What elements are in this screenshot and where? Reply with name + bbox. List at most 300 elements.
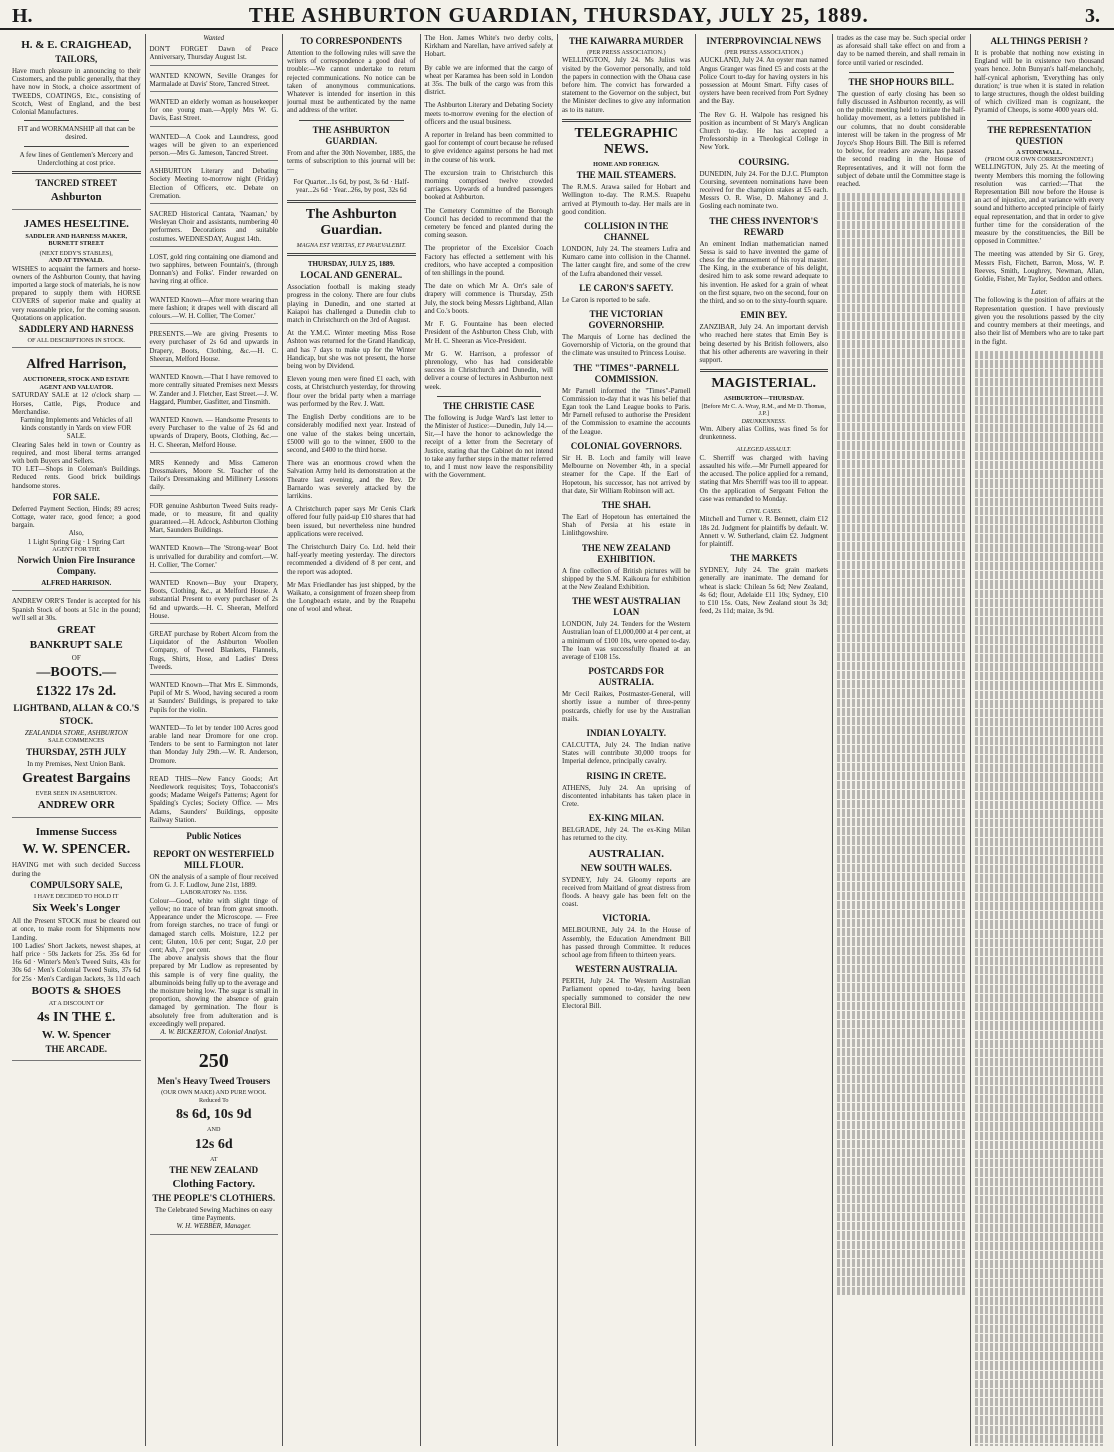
story-heading: DRUNKENNESS. — [741, 417, 787, 425]
column-4 — [421, 34, 559, 1446]
text-line — [975, 1058, 1105, 1066]
text-line — [975, 874, 1105, 882]
text-line — [975, 930, 1105, 938]
text-line — [975, 599, 1105, 607]
text-line — [837, 910, 966, 918]
article-text: Mr Cecil Raikes, Postmaster-General, will shortly issue a number of three-penny postcards, chiefly for use by the Australian mails. — [562, 690, 691, 723]
text-line — [975, 433, 1105, 441]
article-text: Mr Parnell informed the "Times"-Parnell Commission to-day that it was his belief that Egan took the Land League books to Paris. Mr Parnell refused to authorise the President of the Commission to examine the accounts of the League. — [562, 386, 691, 436]
column-3 — [283, 34, 421, 1446]
news-paragraph: Association football is making steady progress in the colony. There are four clubs playing in Dunedin, and one started at Kaiapoi has challenged a Dunedin club to match in Christchurch on the 3rd of August. — [287, 283, 416, 325]
column-8 — [971, 34, 1109, 1446]
text-line — [837, 956, 966, 964]
text-line — [975, 369, 1105, 377]
text-line — [837, 1121, 966, 1129]
text-line — [837, 818, 966, 826]
text-line — [837, 689, 966, 697]
text-line — [975, 893, 1105, 901]
text-line — [837, 285, 966, 293]
news-paragraph: Mr G. W. Harrison, a professor of phrenology, who has had considerable success in Christchurch and Dunedin, will deliver a course of lectures in Ashburton next week. — [424, 349, 553, 391]
article-text: [Before Mr C. A. Wray, R.M., and Mr D. Thomas, J.P.] — [701, 402, 826, 418]
text-line — [837, 800, 966, 808]
news-items — [287, 283, 416, 613]
text-line — [975, 672, 1105, 680]
story-heading: THE MARKETS — [730, 553, 798, 564]
wanted-ad: MRS Kennedy and Miss Cameron Dressmakers, Moore St. Teacher of the Tailor's Dressmaking and Millinery Lessons daily. — [150, 456, 279, 496]
section-heading: TELEGRAPHIC NEWS. — [574, 125, 678, 157]
article-text: AUCKLAND, July 24. An oyster man named Angus Granger was fined £5 and costs at the Police Court to-day for having oysters in his possession at Mount Smart. Fifty cases of oysters have been received from Port Sydney and the Bay. — [699, 56, 828, 106]
text-line — [837, 1241, 966, 1249]
article-text: ATHENS, July 24. An uprising of discontented inhabitants has taken place in Crete. — [562, 783, 691, 808]
story-heading: THE MAIL STEAMERS. — [576, 170, 676, 181]
text-line — [837, 634, 966, 642]
text-line — [837, 1094, 966, 1102]
text-line — [837, 359, 966, 367]
ad-text: Deferred Payment Section, Hinds; 89 acres; Cottage, water race, good fence; a good bargain. — [12, 504, 141, 530]
text-line — [975, 1196, 1105, 1204]
ad-text: (NEXT EDDY'S STABLES), — [39, 249, 113, 257]
text-line — [837, 460, 966, 468]
ad-text: FIT and WORKMANSHIP all that can be desired. — [17, 125, 135, 142]
story-heading: THE "TIMES"-PARNELL COMMISSION. — [573, 362, 680, 384]
news-paragraph: The English Derby conditions are to be considerably modified next year. Instead of one value of the stakes being uncertain, £5000 will go to the winner, £600 to the second, and £400 to the third horse. — [287, 413, 416, 454]
text-line — [837, 1057, 966, 1065]
text-line — [975, 718, 1105, 726]
article-text: Wm. Albery alias Collins, was fined 5s for drunkenness. — [699, 424, 828, 442]
ad-name: W. W. SPENCER. — [22, 842, 131, 858]
text-line — [975, 1279, 1105, 1287]
article-text: The question of early closing has been so fully discussed in Ashburton recently, as will on the public meeting held to initiate the half-holiday movement, as a letters published in our columns, that no doubt considerable interest will be taken in the progress of Mr Joyce's Shop Hours Bill. The Bill is referred to below, for readers are aware, has passed the second reading in the House of Representatives, and it will not form the subject of debate until the Committee stage is reached. — [837, 89, 966, 189]
ad-heading: Men's Heavy Tweed Trousers — [157, 1076, 271, 1087]
ad-text: ALFRED HARRISON. — [41, 579, 112, 588]
text-line — [837, 873, 966, 881]
text-line — [837, 919, 966, 927]
news-paragraph: Mr F. G. Fountaine has been elected President of the Ashburton Chess Club, with Mr H. C. Sheeran as Vice-President. — [424, 320, 553, 345]
text-line — [975, 985, 1105, 993]
ad-text: EVER SEEN IN ASHBURTON. — [35, 789, 117, 797]
article-text: LONDON, July 24. Tenders for the Western Australian loan of £1,000,000 at 4 per cent, at a minimum of £100 10s, were opened to-day. The loan was successfully floated at an average of £108 15s. — [562, 620, 691, 661]
text-line — [975, 737, 1105, 745]
text-line — [837, 1020, 966, 1028]
text-line — [975, 957, 1105, 965]
text-line — [837, 1259, 966, 1267]
text-line — [975, 1242, 1105, 1250]
text-line — [837, 414, 966, 422]
ad-text: The above analysis shows that the flour prepared by Mr Ludlow as represented by this sample is of very fine quality, the albuminoids being fully up to the average and the moisture being low. The sugar is small in proportion, showing the absence of grain damaged by germination. The flour is absolutely free from adulteration and is exceedingly well prepared. — [149, 954, 278, 1028]
section-subheading: HOME AND FOREIGN. — [593, 160, 660, 168]
divider — [299, 120, 404, 121]
article-text: The Marquis of Lorne has declined the Governorship of Victoria, on the ground that the climate was unsuited to Princess Louise. — [562, 333, 691, 358]
divider — [700, 369, 829, 372]
wanted-ad: WANTED—A Cook and Laundress, good wages will be given to an experienced person.—Mrs G. Jameson, Tancred Street. — [150, 130, 279, 162]
text-line — [975, 415, 1105, 423]
column-6 — [696, 34, 834, 1446]
text-line — [837, 1130, 966, 1138]
text-line — [975, 884, 1105, 892]
text-line — [837, 1048, 966, 1056]
text-line — [975, 1122, 1105, 1130]
text-line — [837, 625, 966, 633]
section-heading: Public Notices — [186, 831, 242, 842]
text-line — [837, 1029, 966, 1037]
text-line — [975, 663, 1105, 671]
ad-heading: REPORT ON WESTERFIELD MILL FLOUR. — [153, 849, 275, 871]
text-line — [975, 645, 1105, 653]
text-line — [975, 1095, 1105, 1103]
news-paragraph: The Christchurch Dairy Co. Ltd. held their half-yearly meeting yesterday. The directors recommended a dividend of 8 per cent, and the report was adopted. — [287, 542, 416, 576]
ad-flour-report — [150, 844, 279, 1040]
text-line — [975, 654, 1105, 662]
ad-text: Also, — [68, 529, 84, 538]
story-heading: VICTORIA. — [602, 913, 651, 924]
text-line — [837, 1011, 966, 1019]
paper-date: THURSDAY, JULY 25, 1889. — [307, 260, 395, 269]
text-line — [975, 636, 1105, 644]
text-line — [975, 1233, 1105, 1241]
story-heading: EX-KING MILAN. — [588, 813, 664, 824]
divider — [437, 396, 542, 397]
ad-harrison — [12, 351, 141, 591]
text-line — [975, 516, 1105, 524]
story-heading: CIVIL CASES. — [745, 507, 782, 515]
text-line — [975, 580, 1105, 588]
ad-text: AND AT TINWALD. — [48, 257, 104, 265]
text-line — [837, 552, 966, 560]
story-heading: THE VICTORIAN GOVERNORSHIP. — [588, 309, 664, 331]
paper-motto: MAGNA EST VERITAS, ET PRAEVALEBIT. — [296, 241, 406, 249]
ad-trade: SADDLER AND HARNESS MAKER, BURNETT STREET — [25, 233, 128, 248]
masthead — [0, 0, 1114, 30]
ad-trade: TAILORS, — [55, 54, 98, 64]
text-filler — [975, 351, 1105, 1446]
text-line — [837, 1176, 966, 1184]
story-heading: WESTERN AUSTRALIA. — [575, 964, 678, 975]
text-line — [975, 1380, 1105, 1388]
ad-text: 1 Light Spring Gig · 1 Spring Cart — [27, 537, 125, 546]
text-line — [975, 479, 1105, 487]
text-line — [975, 571, 1105, 579]
ad-text: (OUR OWN MAKE) AND PURE WOOL — [161, 1089, 267, 1097]
article-text: DUNEDIN, July 24. For the D.J.C. Plumpton Coursing, seventeen nominations have been received for the champion stakes at £5 each. Messrs O. R. Wise, D. Mahoney and J. Gosling each nominate two. — [699, 169, 828, 211]
ad-text: SALE COMMENCES — [48, 737, 105, 745]
article-text: The R.M.S. Arawa sailed for Hobart and Wellington to-day. The R.M.S. Ruapehu arrived at Plymouth to-day. Her mails are in good condition. — [562, 183, 691, 216]
text-line — [837, 496, 966, 504]
section-heading: MAGISTERIAL. — [711, 376, 817, 392]
text-line — [837, 506, 966, 514]
text-line — [837, 405, 966, 413]
text-line — [837, 937, 966, 945]
article-text: The Earl of Hopetoun has entertained the Shah of Persia at his estate in Linlithgowshire. — [562, 512, 691, 538]
text-line — [837, 1186, 966, 1194]
text-line — [837, 561, 966, 569]
byline: (FROM OUR OWN CORRESPONDENT.) — [985, 156, 1094, 164]
masthead-title: THE ASHBURTON GUARDIAN, THURSDAY, JULY 25, 1889. — [248, 3, 869, 27]
text-line — [975, 966, 1105, 974]
news-paragraph: A reporter in Ireland has been committed to gaol for contempt of court because he refused to give evidence against persons he had met in the course of his work. — [424, 131, 553, 164]
text-line — [975, 773, 1105, 781]
ad-text: ZEALANDIA STORE, ASHBURTON — [24, 729, 128, 738]
text-line — [975, 562, 1105, 570]
article-text: Mitchell and Turner v. R. Bennett, claim £12 18s 2d. Judgment for plaintiffs by default. W. Annett v. W. Sutherland, claim £2. Judgment for plaintiff. — [699, 515, 828, 548]
text-line — [975, 1297, 1105, 1305]
text-line — [975, 406, 1105, 414]
text-line — [837, 772, 966, 780]
text-line — [975, 828, 1105, 836]
article-text: From and after the 30th November, 1885, the terms of subscription to this journal will be:— — [287, 148, 416, 174]
text-line — [837, 267, 966, 275]
ad-name: ANDREW ORR — [37, 799, 115, 812]
story-heading: INDIAN LOYALTY. — [586, 727, 667, 738]
text-line — [975, 1361, 1105, 1369]
text-line — [837, 662, 966, 670]
news-paragraph: At the Y.M.C. Winter meeting Miss Rose Ashton was returned for the Grand Handicap, and has 7 days to make up for the Winter Handicap, but she was not present, the horse being won by Dividend. — [287, 329, 416, 371]
wanted-ad: READ THIS—New Fancy Goods; Art Needlework requisites; Toys, Tobacconist's goods; Madame Weigel's Patterns; Agent for Spalding's Cycles; Society Office. — Mrs Adams, Saunders' Buildings, opposite Railway Station. — [150, 772, 279, 828]
article-text: The Rev G. H. Walpole has resigned his position as incumbent of St Mary's Anglican Church to-day. He has accepted a Professorship in a Theological College in New York. — [699, 110, 828, 152]
article-text: C. Sherriff was charged with having assaulted his wife.—Mr Purnell appeared for the accused. The police applied for a remand, stating that Mrs Sherriff was too ill to appear. On the application of Sergeant Felton the case was remanded to Monday. — [699, 453, 828, 503]
ad-text: OF ALL DESCRIPTIONS IN STOCK. — [27, 337, 125, 345]
ad-price: 12s 6d — [194, 1136, 233, 1152]
text-line — [837, 754, 966, 762]
text-line — [975, 1067, 1105, 1075]
ad-text: OF — [71, 653, 81, 662]
ad-text: Farming Implements and Vehicles of all kinds constantly in Yards on view FOR SALE. — [20, 415, 133, 441]
article-text: The following is the position of affairs at the Representation question. I have previously given you the resolutions passed by the city and country members at their meetings, and also their list of Members who are to take part in the fight. — [974, 296, 1104, 346]
story-heading: EMIN BEY. — [740, 310, 788, 321]
ad-text: All the Present STOCK must be cleared out at once, to make room for Shipments now Landing. — [12, 917, 141, 942]
wanted-ad: WANTED Known.—That I have removed to more centrally situated Premises next Messrs W. Zander and J. Fletcher, East Street.—J. W. Haggard, Plumber, Gasfitter, and Tinsmith. — [150, 370, 279, 410]
text-line — [975, 544, 1105, 552]
article-text: A fine collection of British pictures will be shipped by the S.M. Kaikoura for exhibition at the New Zealand Exhibition. — [562, 566, 691, 591]
columns — [8, 34, 1108, 1446]
text-line — [837, 671, 966, 679]
text-line — [837, 524, 966, 532]
text-line — [975, 378, 1105, 386]
text-line — [837, 763, 966, 771]
text-line — [975, 1444, 1105, 1446]
news-paragraph: The proprietor of the Excelsior Coach Factory has effected a settlement with his creditors, who have accepted a composition of ten shillings in the pound. — [424, 244, 553, 278]
wanted-ad: GREAT purchase by Robert Alcorn from the Liquidator of the Ashburton Woollen Company, of Tweed Blankets, Flannels, Rugs, Shirts, Hose, and Ladies' Dress Tweeds. — [150, 627, 279, 675]
text-line — [975, 994, 1105, 1002]
text-line — [975, 1003, 1105, 1011]
ad-heading: SADDLERY AND HARNESS — [18, 324, 134, 335]
text-line — [975, 975, 1105, 983]
divider — [12, 171, 141, 174]
ad-heading: THE NEW ZEALAND — [169, 1164, 259, 1175]
text-line — [837, 1103, 966, 1111]
text-line — [975, 838, 1105, 846]
text-line — [837, 533, 966, 541]
ad-text: The Celebrated Sewing Machines on easy time Payments. — [154, 1205, 273, 1223]
story-heading: Later. — [1031, 288, 1048, 297]
text-line — [975, 1150, 1105, 1158]
ad-text: Reduced To — [198, 1096, 229, 1104]
article-text: CALCUTTA, July 24. The Indian native States will contribute 30,000 troops for Imperial defence, principally cavalry. — [562, 740, 691, 766]
column-1 — [8, 34, 146, 1446]
ad-text: 100 Ladies' Short Jackets, newest shapes, at half price · 50s Jackets for 25s. 35s 6d for 16s 6d · Winter's Men's Tweed Suits, 43s for 30s 6d · Men's Colonial Tweed Suits, 37s 6d for 25s · Men's Cardigan Jackets, 3s 11d each — [12, 941, 141, 983]
text-line — [837, 202, 966, 210]
text-line — [837, 478, 966, 486]
text-line — [975, 1205, 1105, 1213]
text-line — [975, 590, 1105, 598]
section-subheading: ASHBURTON—THURSDAY. — [723, 395, 804, 403]
text-line — [837, 294, 966, 302]
text-line — [837, 212, 966, 220]
ad-craighead — [12, 34, 141, 210]
section-heading: THE CHRISTIE CASE — [442, 400, 535, 411]
text-line — [837, 947, 966, 955]
ad-text: Clearing Sales held in town or Country as required, and most liberal terms arranged with both Buyers and Sellers. — [12, 440, 141, 465]
article-text: MELBOURNE, July 24. In the House of Assembly, the Education Amendment Bill has passed through Committee. It reduces school age from fifteen to thirteen years. — [562, 926, 691, 959]
text-line — [837, 1204, 966, 1212]
ad-text: TO LET—Shops in Coleman's Buildings. Reduced rents. Good brick buildings handsome stores. — [12, 465, 141, 490]
text-line — [975, 1435, 1105, 1443]
text-line — [837, 304, 966, 312]
text-line — [837, 1084, 966, 1092]
text-line — [837, 331, 966, 339]
text-line — [975, 810, 1105, 818]
news-paragraph: The excursion train to Christchurch this morning comprised twelve crowded carriages. Upwards of a hundred passengers booked at Ashburton. — [424, 168, 553, 202]
text-line — [975, 801, 1105, 809]
text-line — [975, 1352, 1105, 1360]
text-line — [837, 983, 966, 991]
ad-text: ON the analysis of a sample of flour received from G. J. F. Ludlow, June 21st, 1889. — [149, 873, 278, 890]
text-line — [837, 368, 966, 376]
text-line — [975, 470, 1105, 478]
byline: (PER PRESS ASSOCIATION.) — [724, 49, 804, 56]
ad-text: Colour—Good, white with slight tinge of yellow; no trace of bran from great smooth. Appearance under the Microscope. — Free from foreign starches, no trace of fungi or damaged starch cells. Moisture, 12.2 per cent; Gluten, 10.6 per cent; Sugar, 2.0 per cent; Ash, .7 per cent. — [149, 896, 278, 955]
ad-firm: H. & E. CRAIGHEAD, — [21, 39, 132, 51]
column-2 — [146, 34, 284, 1446]
text-line — [837, 1231, 966, 1239]
text-line — [837, 515, 966, 523]
ad-heading: STOCK. — [59, 716, 94, 727]
story-heading: ALLEGED ASSAULT. — [736, 446, 792, 454]
divider — [287, 253, 416, 256]
text-line — [837, 616, 966, 624]
section-heading: LOCAL AND GENERAL. — [300, 270, 403, 281]
text-line — [837, 1140, 966, 1148]
text-line — [975, 1398, 1105, 1406]
text-line — [975, 1049, 1105, 1057]
text-line — [837, 717, 966, 725]
text-line — [837, 239, 966, 247]
text-line — [837, 809, 966, 817]
text-line — [975, 387, 1105, 395]
divider — [849, 72, 954, 73]
text-line — [837, 836, 966, 844]
text-line — [975, 681, 1105, 689]
ad-heading: THE ARCADE. — [45, 1044, 107, 1055]
text-line — [975, 1288, 1105, 1296]
ad-heading: Six Week's Longer — [32, 902, 121, 915]
ad-number: 250 — [198, 1050, 229, 1073]
article-text: WELLINGTON, July 25. At the meeting of twenty Members this morning the following resolution was carried:—'That the Representation Bill now before the House is an act of injustice, and at variance with every sound and hitherto accepted principle of fairly equal representation, and that in order to give further time for the consideration of the measure by the constituencies, the Bill be opposed in Committee.' — [974, 163, 1104, 246]
text-line — [837, 643, 966, 651]
text-line — [975, 1426, 1105, 1434]
wanted-ads — [150, 42, 279, 828]
text-line — [837, 313, 966, 321]
text-line — [837, 598, 966, 606]
wanted-ad: FOR genuine Ashburton Tweed Suits ready-made, or to measure, fit and quality guaranteed.—H. Adcock, Ashburton Clothing Mart, Saunders Buildings. — [150, 499, 279, 539]
section-heading: Wanted — [203, 34, 225, 42]
ad-amount: £1322 17s 2d. — [36, 684, 117, 700]
ad-price: 8s 6d, 10s 9d — [176, 1107, 252, 1123]
text-line — [975, 709, 1105, 717]
text-line — [837, 781, 966, 789]
text-line — [837, 1149, 966, 1157]
text-line — [975, 1315, 1105, 1323]
text-line — [975, 1224, 1105, 1232]
article-text: Attention to the following rules will save the writers of correspondence a good deal of trouble:—We cannot undertake to return rejected communications. No notice can be taken of anonymous communications. Whatever is intended for insertion in this journal must be authenticated by the name and address of the writer. — [287, 49, 416, 115]
news-paragraph: Mr Max Friedlander has just shipped, by the Waikato, a consignment of frozen sheep from the Longbeach estate, and by the Ruapehu one of wool and wheat. — [287, 580, 416, 614]
text-line — [975, 1159, 1105, 1167]
ad-heading: —BOOTS.— — [36, 665, 117, 681]
text-line — [837, 432, 966, 440]
section-heading: TO CORRESPONDENTS — [300, 36, 403, 46]
text-line — [975, 424, 1105, 432]
news-paragraph: The Cemetery Committee of the Borough Council has decided to recommend that the cemetery be fenced and planted during the coming season. — [424, 206, 553, 240]
story-heading: COLLISION IN THE CHANNEL — [584, 221, 669, 243]
text-line — [837, 487, 966, 495]
divider — [24, 120, 129, 121]
ad-heading: BOOTS & SHOES — [31, 984, 121, 997]
section-heading: THE KAIWARRA MURDER — [568, 36, 684, 46]
story-heading: POSTCARDS FOR AUSTRALIA. — [588, 666, 665, 688]
story-heading: THE CHESS INVENTOR'S REWARD — [709, 215, 819, 237]
text-line — [975, 1214, 1105, 1222]
text-line — [837, 965, 966, 973]
wanted-ad: WANTED—To let by tender 100 Acres good arable land near Dromore for one crop. Tenders to be sent to Farmington not later than Monday July 29th.—W. R. Anderson, Dromore. — [150, 721, 279, 769]
text-line — [975, 1141, 1105, 1149]
column-5 — [558, 34, 696, 1446]
news-paragraph: By cable we are informed that the cargo of wheat per Karamea has been sold in London at 35s. The bulk of the cargo was from this district. — [424, 63, 553, 97]
ad-heseltine — [12, 213, 141, 348]
text-line — [837, 607, 966, 615]
ad-heading: LIGHTBAND, ALLAN & CO.'S — [13, 703, 140, 714]
story-heading: COURSING. — [738, 156, 790, 167]
wanted-ad: WANTED Known—That Mrs E. Simmonds, Pupil of Mr S. Wood, having secured a room at Saunders' Buildings, is prepared to take Pupils for the violin. — [150, 678, 279, 718]
text-line — [975, 1343, 1105, 1351]
text-line — [837, 680, 966, 688]
text-line — [837, 1222, 966, 1230]
text-line — [837, 699, 966, 707]
divider — [987, 120, 1093, 121]
ad-text: A few lines of Gentlemen's Mercery and Underclothing at cost price. — [19, 150, 133, 167]
text-line — [975, 1371, 1105, 1379]
text-line — [975, 443, 1105, 451]
divider — [287, 200, 416, 203]
text-line — [975, 507, 1105, 515]
story-heading: THE NEW ZEALAND EXHIBITION. — [581, 542, 671, 564]
ad-heading: Immense Success — [35, 826, 117, 839]
text-line — [975, 1269, 1105, 1277]
wanted-ad: ASHBURTON Literary and Debating Society Meeting to-morrow night (Friday) Election of Officers, etc. Debate on Cremation. — [150, 164, 279, 204]
text-line — [837, 1250, 966, 1258]
ad-text: SATURDAY SALE at 12 o'clock sharp — Horses, Cattle, Pigs, Produce and Merchandise. — [12, 391, 141, 416]
ad-heading: BANKRUPT SALE — [29, 638, 123, 651]
ad-text: W. H. WEBBER, Manager. — [176, 1222, 252, 1231]
text-line — [975, 608, 1105, 616]
ad-name: JAMES HESELTINE. — [23, 218, 129, 231]
text-line — [975, 1132, 1105, 1140]
text-line — [975, 783, 1105, 791]
text-line — [975, 489, 1105, 497]
text-line — [975, 700, 1105, 708]
text-line — [837, 1066, 966, 1074]
text-line — [975, 461, 1105, 469]
text-line — [837, 827, 966, 835]
wanted-ad: WANTED Known—The 'Strong-wear' Boot is unrivalled for durability and comfort.—W. H. Collier, 'The Corner.' — [150, 541, 279, 573]
